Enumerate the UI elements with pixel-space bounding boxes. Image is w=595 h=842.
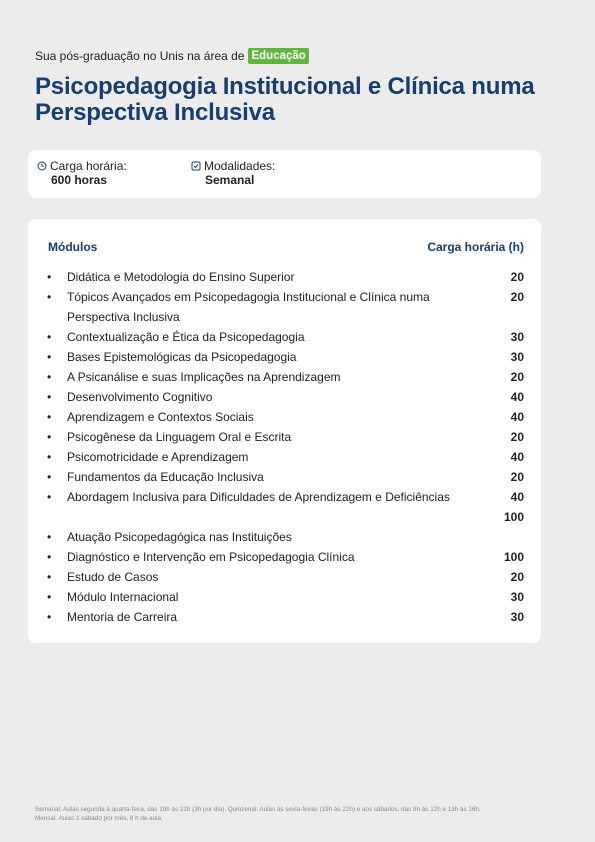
bullet: • [47, 390, 52, 404]
list-item [46, 567, 524, 587]
module-name: Psicomotricidade e Aprendizagem [67, 450, 249, 464]
course-title: Psicopedagogia Institucional e Clínica numa Perspectiva Inclusiva [35, 73, 535, 126]
module-hours: 20 [510, 370, 524, 384]
module-name: Aprendizagem e Contextos Sociais [67, 410, 254, 424]
footer-notes [35, 805, 555, 823]
list-item [46, 547, 524, 567]
module-name: Mentoria de Carreira [67, 610, 178, 624]
module-hours: 20 [510, 290, 524, 304]
module-name: Estudo de Casos [67, 570, 159, 584]
module-hours: 30 [510, 330, 524, 344]
checkbox-icon [191, 161, 201, 171]
module-name: Psicogênese da Linguagem Oral e Escrita [67, 430, 292, 444]
bullet: • [47, 590, 52, 604]
bullet: • [47, 270, 52, 284]
intro-line [35, 48, 309, 64]
bullet: • [47, 410, 52, 424]
workload-label: Carga horária: [50, 159, 127, 173]
list-item [46, 387, 524, 407]
bullet: • [47, 450, 52, 464]
list-item [46, 587, 524, 607]
module-name: Bases Epistemológicas da Psicopedagogia [67, 350, 297, 364]
area-badge: Educação [248, 48, 308, 64]
module-hours: 100 [503, 510, 524, 524]
list-item [46, 487, 524, 507]
bullet: • [47, 550, 52, 564]
module-name: Contextualização e Ética da Psicopedagogia [67, 330, 305, 344]
modules-header [48, 240, 524, 254]
bullet: • [47, 570, 52, 584]
list-item [46, 427, 524, 447]
module-name: A Psicanálise e suas Implicações na Aprendizagem [67, 370, 341, 384]
list-item [46, 327, 524, 347]
bullet: • [47, 290, 52, 304]
bullet: • [47, 470, 52, 484]
module-hours: 30 [510, 610, 524, 624]
module-hours: 100 [503, 550, 524, 564]
modules-list [46, 267, 524, 627]
list-item [46, 407, 524, 427]
bullet: • [47, 490, 52, 504]
bullet: • [47, 330, 52, 344]
footer-line-2: Mensal: Aulas 1 sábado por mês, 8 h de aula. [35, 815, 163, 822]
module-hours: 30 [510, 590, 524, 604]
module-name: Fundamentos da Educação Inclusiva [67, 470, 264, 484]
bullet: • [47, 610, 52, 624]
modality-value: Semanal [205, 173, 255, 187]
module-hours: 20 [510, 270, 524, 284]
intro-text: Sua pós-graduação no Unis na área de [35, 49, 245, 63]
list-item [46, 267, 524, 287]
module-hours: 40 [510, 410, 524, 424]
workload-value: 600 horas [51, 173, 108, 187]
module-name: Didática e Metodologia do Ensino Superior [67, 270, 295, 284]
module-hours: 20 [510, 430, 524, 444]
module-hours: 30 [510, 350, 524, 364]
list-item [46, 507, 524, 527]
info-card [28, 150, 541, 198]
list-item [46, 367, 524, 387]
list-item [46, 467, 524, 487]
workload-info [37, 159, 127, 187]
modality-info [191, 159, 275, 187]
module-name: Abordagem Inclusiva para Dificuldades de Aprendizagem e Deficiências [67, 490, 450, 504]
clock-icon [37, 161, 47, 171]
bullet: • [47, 530, 52, 544]
module-hours: 20 [510, 570, 524, 584]
bullet: • [47, 370, 52, 384]
module-hours: 40 [510, 490, 524, 504]
footer-line-1: Semanal: Aulas segunda à quarta-feira, das 19h às 22h (3h por dia). Quinzenal: Aulas às sexta-feiras (19h às 22h) e aos sábados, das 8h às 12h e 13h às 16h. [35, 806, 481, 813]
module-name: Desenvolvimento Cognitivo [67, 390, 213, 404]
module-hours: 20 [510, 470, 524, 484]
modules-card [28, 219, 541, 643]
list-item [46, 607, 524, 627]
module-name: Diagnóstico e Intervenção em Psicopedagogia Clínica [67, 550, 355, 564]
list-item [46, 447, 524, 467]
bullet: • [47, 430, 52, 444]
list-item [46, 287, 524, 327]
module-name: Módulo Internacional [67, 590, 179, 604]
hours-column-header: Carga horária (h) [427, 240, 524, 254]
module-name: Atuação Psicopedagógica nas Instituições [67, 530, 292, 544]
bullet: • [47, 350, 52, 364]
modules-column-header: Módulos [48, 240, 98, 254]
list-item [46, 527, 524, 547]
module-name: Tópicos Avançados em Psicopedagogia Institucional e Clínica numa Perspectiva Inclusiva [67, 290, 430, 324]
module-hours: 40 [510, 450, 524, 464]
list-item [46, 347, 524, 367]
module-hours: 40 [510, 390, 524, 404]
modality-label: Modalidades: [204, 159, 276, 173]
